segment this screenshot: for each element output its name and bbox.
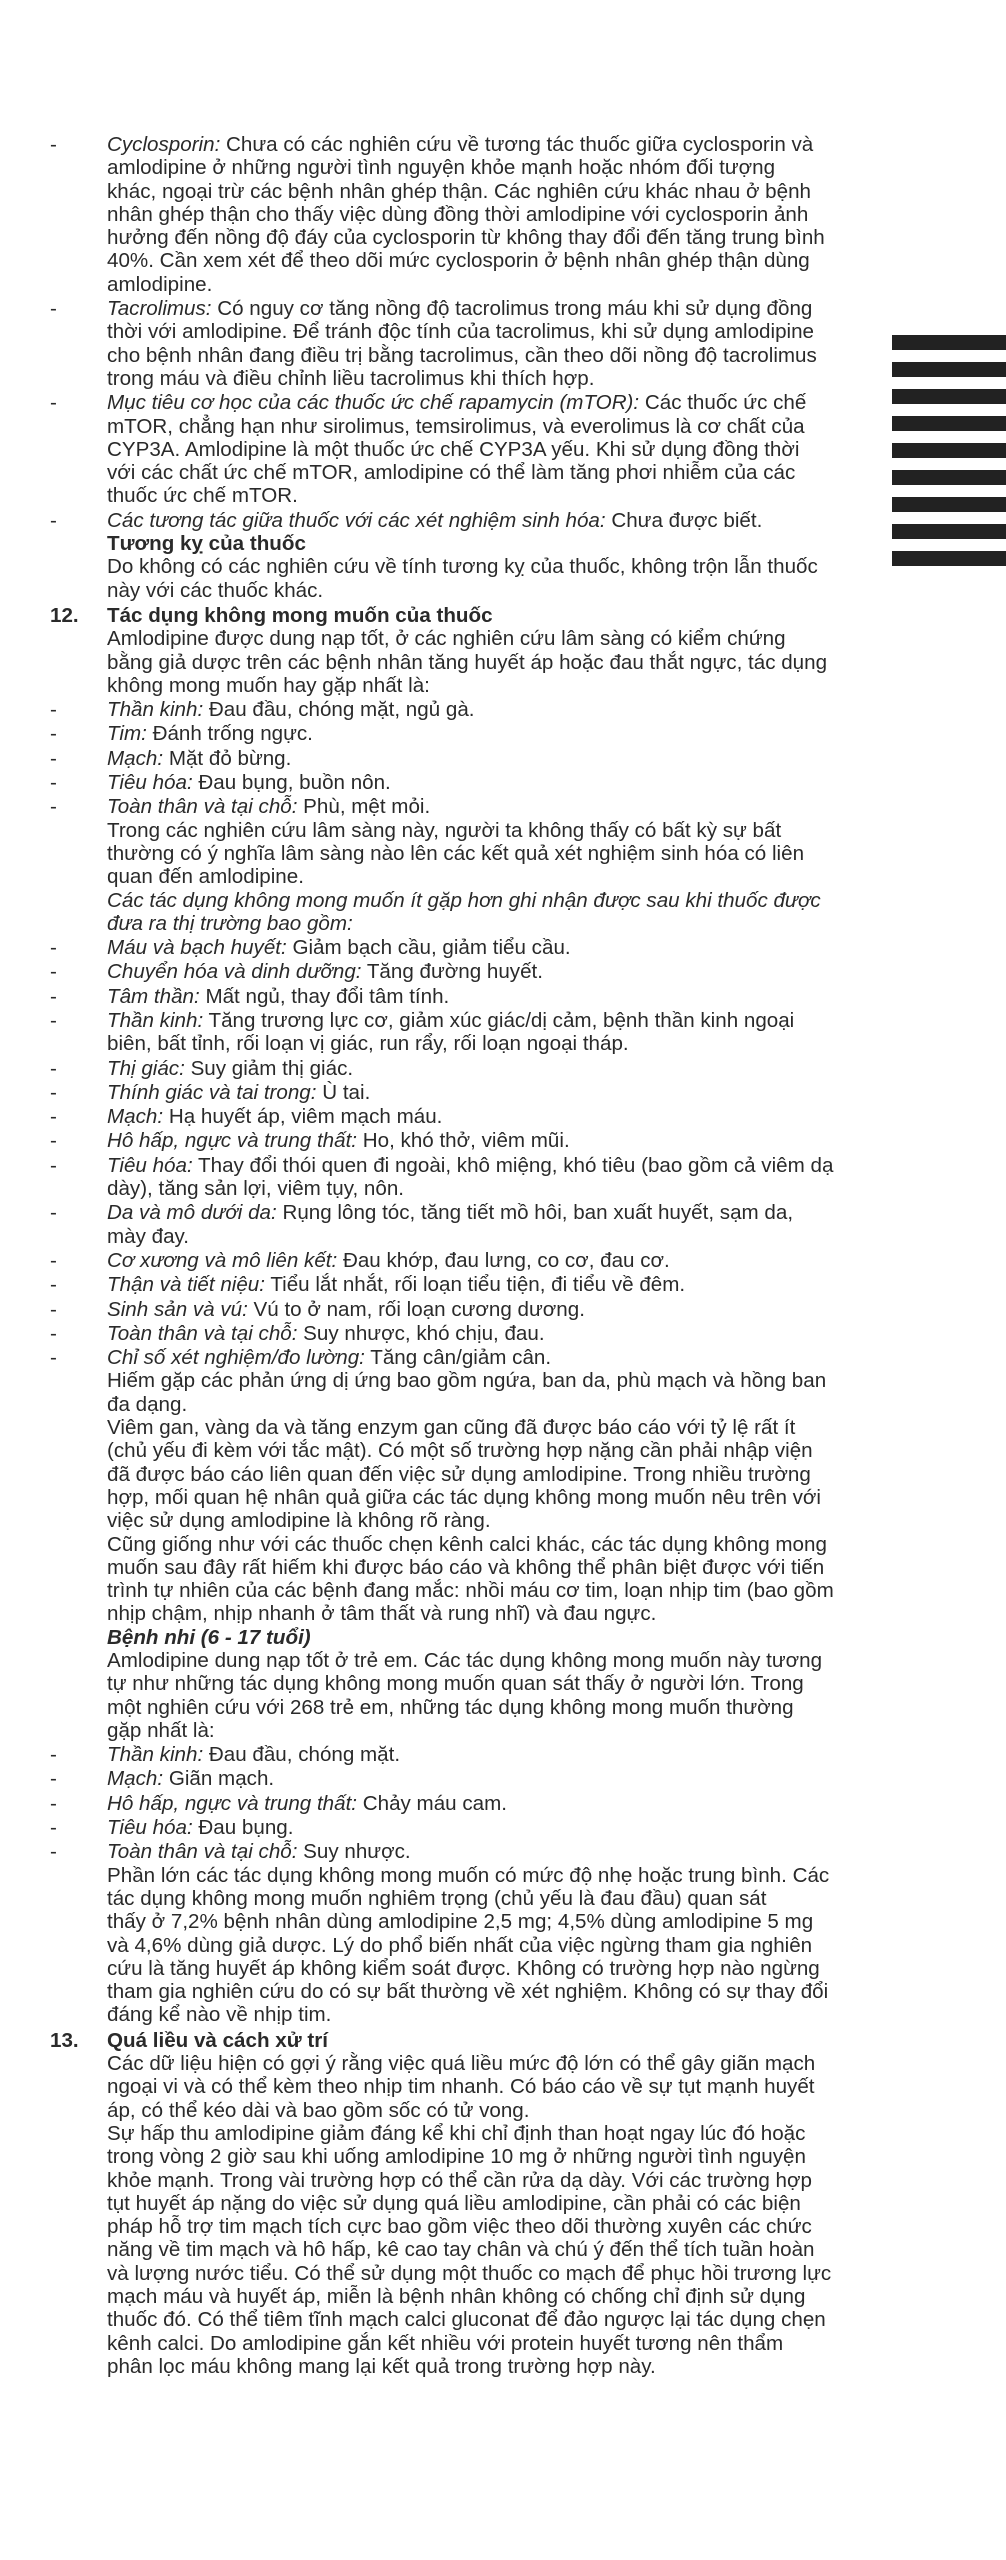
text-span: cho bệnh nhân đang điều trị bằng tacrolimus, cần theo dõi nồng độ tacrolimus (107, 343, 817, 367)
italic-label: Tacrolimus: (107, 297, 212, 321)
list-item-line (0, 1081, 900, 1104)
text-span: nhân ghép thận cho thấy việc dùng đồng thời amlodipine với cyclosporin ảnh (107, 202, 809, 226)
text-span: amlodipine. (107, 272, 213, 296)
bold-text: Tương kỵ của thuốc (107, 532, 306, 556)
list-item-line (0, 133, 900, 156)
list-item-line (0, 297, 900, 320)
text-span: trình tự nhiên của các bệnh đang mắc: nhồi máu cơ tim, loạn nhịp tim (bao gồm (107, 1579, 834, 1603)
text-span: Mặt đỏ bừng. (163, 746, 292, 770)
list-item-line (0, 985, 900, 1008)
text-line (0, 865, 900, 888)
list-item-line (0, 1743, 900, 1766)
text-line (0, 1649, 900, 1672)
text-line (0, 1225, 900, 1248)
list-item-line (0, 1767, 900, 1790)
text-span: Ù tai. (316, 1080, 371, 1104)
text-span: kênh calci. Do amlodipine gắn kết nhiều với protein huyết tương nên thẩm (107, 2331, 784, 2355)
text-line (0, 2355, 900, 2378)
text-span: mạch máu và huyết áp, miễn là bệnh nhân không có chống chỉ định sử dụng (107, 2285, 806, 2309)
italic-label: Cơ xương và mô liên kết: (107, 1248, 338, 1272)
edge-bar (892, 416, 1006, 431)
italic-label: Các tác dụng không mong muốn ít gặp hơn ghi nhận được sau khi thuốc được (107, 888, 821, 912)
text-span: Chưa được biết. (605, 508, 763, 532)
section-number: 12. (50, 603, 79, 627)
list-dash: - (50, 1346, 57, 1370)
text-line (0, 819, 900, 842)
text-span: khác, ngoại trừ các bệnh nhân ghép thận. Các nghiên cứu khác nhau ở bệnh (107, 179, 811, 203)
text-span: amlodipine ở những người tình nguyện khỏe mạnh hoặc nhóm đối tượng (107, 156, 776, 180)
text-span: thuốc ức chế mTOR. (107, 484, 298, 508)
list-dash: - (50, 936, 57, 960)
text-span: Amlodipine được dung nạp tốt, ở các nghiên cứu lâm sàng có kiểm chứng (107, 627, 786, 651)
list-dash: - (50, 133, 57, 156)
italic-label: Chỉ số xét nghiệm/đo lường: (107, 1346, 365, 1370)
text-span: dày), tăng sản lợi, viêm tụy, nôn. (107, 1177, 405, 1201)
text-line (0, 2075, 900, 2098)
list-dash: - (50, 1840, 57, 1864)
text-span: và 4,6% dùng giả dược. Lý do phổ biến nhất của việc ngừng tham gia nghiên (107, 1933, 813, 1957)
list-item-line (0, 1346, 900, 1369)
italic-label: Sinh sản và vú: (107, 1297, 248, 1321)
text-line (0, 842, 900, 865)
text-line (0, 2332, 900, 2355)
text-line (0, 344, 900, 367)
text-span: biên, bất tỉnh, rối loạn vị giác, run rẩy, rối loạn ngoại tháp. (107, 1032, 629, 1056)
text-line (0, 2262, 900, 2285)
text-span: đa dạng. (107, 1392, 188, 1416)
text-line (0, 438, 900, 461)
text-span: Giảm bạch cầu, giảm tiểu cầu. (286, 936, 571, 960)
list-item-line (0, 1298, 900, 1321)
text-span: hưởng đến nồng độ đáy của cyclosporin từ không thay đổi đến tăng trung bình (107, 226, 825, 250)
text-span: hợp, mối quan hệ nhân quả giữa các tác dụng không mong muốn nêu trên với (107, 1485, 821, 1509)
text-span: Chảy máu cam. (357, 1791, 507, 1815)
text-line (0, 1509, 900, 1532)
list-dash: - (50, 1248, 57, 1272)
text-span: pháp hỗ trợ tim mạch tích cực bao gồm việc theo dõi thường xuyên các chức (107, 2215, 812, 2239)
list-item-line (0, 1322, 900, 1345)
text-span: Suy giảm thị giác. (184, 1056, 354, 1080)
text-span: Do không có các nghiên cứu về tính tương kỵ của thuốc, không trộn lẫn thuốc (107, 555, 818, 579)
text-span: Tiểu lắt nhắt, rối loạn tiểu tiện, đi tiểu về đêm. (264, 1273, 686, 1297)
list-item-line (0, 698, 900, 721)
list-item-line (0, 795, 900, 818)
text-line (0, 912, 900, 935)
text-span: thuốc đó. Có thể tiêm tĩnh mạch calci gluconat để đảo ngược lại tác dụng chẹn (107, 2308, 826, 2332)
text-span: Tăng cân/giảm cân. (364, 1346, 552, 1370)
list-dash: - (50, 771, 57, 795)
text-span: 40%. Cần xem xét để theo dõi mức cyclosporin ở bệnh nhân ghép thận dùng (107, 249, 810, 273)
text-line (0, 2308, 900, 2331)
list-item-line (0, 771, 900, 794)
list-dash: - (50, 1791, 57, 1815)
text-line (0, 2238, 900, 2261)
text-line (0, 156, 900, 179)
text-span: việc sử dụng amlodipine là không rõ ràng. (107, 1509, 491, 1533)
text-span: tự như những tác dụng không mong muốn quan sát thấy ở người lớn. Trong (107, 1672, 804, 1696)
italic-label: Máu và bạch huyết: (107, 936, 287, 960)
text-span: Các dữ liệu hiện có gợi ý rằng việc quá liều mức độ lớn có thể gây giãn mạch (107, 2052, 816, 2076)
list-dash: - (50, 508, 57, 532)
list-item-line (0, 1105, 900, 1128)
text-span: Có nguy cơ tăng nồng độ tacrolimus trong máu khi sử dụng đồng (211, 297, 813, 321)
text-line (0, 627, 900, 650)
text-line (0, 1369, 900, 1392)
list-dash: - (50, 722, 57, 746)
text-span: một nghiên cứu với 268 trẻ em, những tác dụng không mong muốn thường (107, 1695, 794, 1719)
list-item-line (0, 1201, 900, 1224)
bold-text: Bệnh nhi (6 - 17 tuổi) (107, 1625, 311, 1649)
italic-label: Thần kinh: (107, 698, 204, 722)
list-dash: - (50, 1080, 57, 1104)
list-dash: - (50, 1129, 57, 1153)
list-dash: - (50, 1321, 57, 1345)
text-line (0, 2003, 900, 2026)
text-line (0, 180, 900, 203)
text-span: nhịp chậm, nhịp nhanh ở tâm thất và rung nhĩ) và đau ngực. (107, 1602, 657, 1626)
edge-bar (892, 524, 1006, 539)
italic-label: Hô hấp, ngực và trung thất: (107, 1791, 358, 1815)
text-line (0, 249, 900, 272)
text-span: Phù, mệt mỏi. (297, 795, 431, 819)
text-span: Đau bụng, buồn nôn. (192, 771, 391, 795)
text-span: muốn sau đây rất hiếm khi được báo cáo và không thể phân biệt được với tiến (107, 1555, 825, 1579)
italic-label: Mạch: (107, 1105, 164, 1129)
text-span: ngoại vi và có thể kèm theo nhịp tim nhanh. Có báo cáo về sự tụt mạnh huyết (107, 2075, 815, 2099)
text-span: Rụng lông tóc, tăng tiết mồ hôi, ban xuất huyết, sạm da, (276, 1201, 794, 1225)
italic-label: Da và mô dưới da: (107, 1201, 277, 1225)
italic-label: Toàn thân và tại chỗ: (107, 1840, 298, 1864)
edge-bar (892, 443, 1006, 458)
text-span: năng về tim mạch và hô hấp, kê cao tay chân và chú ý đến thể tích tuần hoàn (107, 2238, 815, 2262)
text-line (0, 1980, 900, 2003)
italic-label: Các tương tác giữa thuốc với các xét nghiệm sinh hóa: (107, 508, 606, 532)
italic-label: Thận và tiết niệu: (107, 1273, 265, 1297)
text-line (0, 1934, 900, 1957)
text-span: mTOR, chẳng hạn như sirolimus, temsirolimus, và everolimus là cơ chất của (107, 414, 805, 438)
list-dash: - (50, 297, 57, 321)
list-item-line (0, 509, 900, 532)
document-body (0, 132, 900, 2378)
text-line (0, 1887, 900, 1910)
italic-label: Thị giác: (107, 1056, 185, 1080)
text-span: Các thuốc ức chế (639, 391, 807, 415)
text-span: Suy nhược, khó chịu, đau. (297, 1321, 545, 1345)
text-span: tác dụng không mong muốn nghiêm trọng (chủ yếu là đau đầu) quan sát (107, 1886, 767, 1910)
text-span: phân lọc máu không mang lại kết quả trong trường hợp này. (107, 2354, 656, 2378)
text-line (0, 2052, 900, 2075)
list-dash: - (50, 1153, 57, 1177)
text-line (0, 1696, 900, 1719)
list-dash: - (50, 1273, 57, 1297)
text-span: và lượng nước tiểu. Có thể sử dụng một thuốc co mạch để phục hồi trương lực (107, 2261, 832, 2285)
text-line (0, 461, 900, 484)
text-line (0, 651, 900, 674)
list-dash: - (50, 391, 57, 415)
text-line (0, 2215, 900, 2238)
text-span: Hiếm gặp các phản ứng dị ứng bao gồm ngứa, ban da, phù mạch và hồng ban (107, 1369, 827, 1393)
text-span: Hạ huyết áp, viêm mạch máu. (163, 1105, 443, 1129)
text-span: CYP3A. Amlodipine là một thuốc ức chế CYP3A yếu. Khi sử dụng đồng thời (107, 437, 800, 461)
text-line (0, 203, 900, 226)
text-line (0, 1416, 900, 1439)
text-span: gặp nhất là: (107, 1718, 215, 1742)
italic-label: Tim: (107, 722, 147, 746)
list-item-line (0, 747, 900, 770)
list-item-line (0, 960, 900, 983)
text-span: quan đến amlodipine. (107, 865, 304, 889)
text-span: Chưa có các nghiên cứu về tương tác thuốc giữa cyclosporin và (220, 133, 814, 156)
text-span: Suy nhược. (297, 1840, 411, 1864)
text-line (0, 226, 900, 249)
text-span: cứu là tăng huyết áp không kiểm soát được. Không có trường hợp nào ngừng (107, 1956, 820, 1980)
text-line (0, 1579, 900, 1602)
text-span: mày đay. (107, 1224, 190, 1248)
text-line (0, 1486, 900, 1509)
text-span: đáng kể nào về nhịp tim. (107, 2003, 332, 2027)
edge-bar (892, 362, 1006, 377)
text-line (0, 1864, 900, 1887)
text-span: tụt huyết áp nặng do việc sử dụng quá liều amlodipine, cần phải có các biện (107, 2191, 801, 2215)
text-line (0, 555, 900, 578)
text-span: (chủ yếu đi kèm với tắc mật). Có một số trường hợp nặng cần phải nhập viện (107, 1439, 813, 1463)
text-span: áp, có thể kéo dài và bao gồm sốc có tử vong. (107, 2098, 530, 2122)
text-span: Giãn mạch. (163, 1767, 275, 1791)
text-span: Cũng giống như với các thuốc chẹn kênh calci khác, các tác dụng không mong (107, 1532, 827, 1556)
edge-bar (892, 470, 1006, 485)
list-dash: - (50, 1297, 57, 1321)
list-dash: - (50, 746, 57, 770)
italic-label: Tiêu hóa: (107, 1153, 193, 1177)
text-span: tham gia nghiên cứu do có sự bất thường về xét nghiệm. Không có sự thay đổi (107, 1980, 829, 2004)
text-span: với các chất ức chế mTOR, amlodipine có thể làm tăng phơi nhiễm của các (107, 461, 796, 485)
text-span: khỏe mạnh. Trong vài trường hợp có thể cần rửa dạ dày. Với các trường hợp (107, 2168, 812, 2192)
text-line (0, 2145, 900, 2168)
list-dash: - (50, 1105, 57, 1129)
list-item-line (0, 722, 900, 745)
italic-label: Mục tiêu cơ học của các thuốc ức chế rapamycin (mTOR): (107, 391, 640, 415)
text-span: Đánh trống ngực. (146, 722, 313, 746)
text-line (0, 320, 900, 343)
list-item-line (0, 1249, 900, 1272)
section-heading-line (0, 604, 900, 627)
text-span: không mong muốn hay gặp nhất là: (107, 673, 430, 697)
text-line (0, 1393, 900, 1416)
section-number: 13. (50, 2028, 79, 2052)
list-item-line (0, 1057, 900, 1080)
text-span: Mất ngủ, thay đổi tâm tính. (199, 984, 450, 1008)
text-span: bằng giả dược trên các bệnh nhân tăng huyết áp hoặc đau thắt ngực, tác dụng (107, 650, 828, 674)
list-item-line (0, 1129, 900, 1152)
list-item-line (0, 1154, 900, 1177)
text-span: Trong các nghiên cứu lâm sàng này, người ta không thấy có bất kỳ sự bất (107, 818, 782, 842)
text-span: thường có ý nghĩa lâm sàng nào lên các kết quả xét nghiệm sinh hóa có liên (107, 841, 805, 865)
list-item-line (0, 936, 900, 959)
text-line (0, 1463, 900, 1486)
text-line (0, 1626, 900, 1649)
italic-label: Toàn thân và tại chỗ: (107, 795, 298, 819)
text-line (0, 273, 900, 296)
text-span: Phần lớn các tác dụng không mong muốn có mức độ nhẹ hoặc trung bình. Các (107, 1863, 830, 1887)
text-span: Viêm gan, vàng da và tăng enzym gan cũng đã được báo cáo với tỷ lệ rất ít (107, 1416, 796, 1440)
list-dash: - (50, 795, 57, 819)
italic-label: Tâm thần: (107, 984, 200, 1008)
list-dash: - (50, 698, 57, 722)
list-dash: - (50, 1767, 57, 1791)
list-dash: - (50, 984, 57, 1008)
text-line (0, 1533, 900, 1556)
italic-label: Thần kinh: (107, 1743, 204, 1767)
text-span: trong vòng 2 giờ sau khi uống amlodipine 10 mg ở những người tình nguyện (107, 2145, 806, 2169)
edge-bar (892, 389, 1006, 404)
italic-label: Mạch: (107, 746, 164, 770)
list-item-line (0, 1009, 900, 1032)
text-span: thời với amlodipine. Để tránh độc tính của tacrolimus, khi sử dụng amlodipine (107, 320, 815, 344)
bold-text: Tác dụng không mong muốn của thuốc (107, 603, 493, 627)
bold-text: Quá liều và cách xử trí (107, 2028, 328, 2052)
list-item-line (0, 1273, 900, 1296)
edge-bar (892, 551, 1006, 566)
text-line (0, 1556, 900, 1579)
text-span: thấy ở 7,2% bệnh nhân dùng amlodipine 2,5 mg; 4,5% dùng amlodipine 5 mg (107, 1910, 814, 1934)
italic-label: Hô hấp, ngực và trung thất: (107, 1129, 358, 1153)
list-dash: - (50, 1056, 57, 1080)
text-span: trong máu và điều chỉnh liều tacrolimus khi thích hợp. (107, 366, 595, 390)
text-line (0, 1957, 900, 1980)
italic-label: Thần kinh: (107, 1008, 204, 1032)
text-line (0, 889, 900, 912)
text-span: Sự hấp thu amlodipine giảm đáng kể khi chỉ định than hoạt ngay lúc đó hoặc (107, 2121, 806, 2145)
text-span: Vú to ở nam, rối loạn cương dương. (247, 1297, 585, 1321)
italic-label: Chuyển hóa và dinh dưỡng: (107, 960, 362, 984)
list-dash: - (50, 1008, 57, 1032)
text-line (0, 1032, 900, 1055)
text-span: này với các thuốc khác. (107, 578, 324, 602)
italic-label: Mạch: (107, 1767, 164, 1791)
list-dash: - (50, 1201, 57, 1225)
text-line (0, 1602, 900, 1625)
text-line (0, 2285, 900, 2308)
text-line (0, 2122, 900, 2145)
list-item-line (0, 1840, 900, 1863)
text-span: Đau đầu, chóng mặt. (203, 1743, 401, 1767)
text-line (0, 2169, 900, 2192)
list-item-line (0, 1792, 900, 1815)
text-line (0, 532, 900, 555)
text-span: Tăng đường huyết. (361, 960, 543, 984)
text-span: Tăng trương lực cơ, giảm xúc giác/dị cảm, bệnh thần kinh ngoại (203, 1008, 795, 1032)
text-span: Đau khớp, đau lưng, co cơ, đau cơ. (337, 1248, 670, 1272)
section-heading-line (0, 2029, 900, 2052)
text-line (0, 2099, 900, 2122)
edge-bar (892, 335, 1006, 350)
text-line (0, 1719, 900, 1742)
text-line (0, 484, 900, 507)
italic-label: đưa ra thị trường bao gồm: (107, 911, 353, 935)
text-span: Đau bụng. (192, 1816, 294, 1840)
edge-marker-bars (892, 335, 1006, 578)
edge-bar (892, 497, 1006, 512)
text-line (0, 415, 900, 438)
list-dash: - (50, 960, 57, 984)
list-item-line (0, 1816, 900, 1839)
text-line (0, 367, 900, 390)
italic-label: Thính giác và tai trong: (107, 1080, 317, 1104)
italic-label: Cyclosporin: (107, 133, 221, 156)
list-item-line (0, 391, 900, 414)
text-span: Ho, khó thở, viêm mũi. (357, 1129, 570, 1153)
text-line (0, 1439, 900, 1462)
text-span: Đau đầu, chóng mặt, ngủ gà. (203, 698, 475, 722)
list-dash: - (50, 1743, 57, 1767)
italic-label: Tiêu hóa: (107, 771, 193, 795)
italic-label: Toàn thân và tại chỗ: (107, 1321, 298, 1345)
text-line (0, 579, 900, 602)
text-line (0, 2192, 900, 2215)
italic-label: Tiêu hóa: (107, 1816, 193, 1840)
text-line (0, 1177, 900, 1200)
text-line (0, 1672, 900, 1695)
text-span: Amlodipine dung nạp tốt ở trẻ em. Các tác dụng không mong muốn này tương (107, 1649, 823, 1672)
text-span: đã được báo cáo liên quan đến việc sử dụng amlodipine. Trong nhiều trường (107, 1462, 811, 1486)
text-span: Thay đổi thói quen đi ngoài, khô miệng, khó tiêu (bao gồm cả viêm dạ (192, 1153, 834, 1177)
text-line (0, 1910, 900, 1933)
text-line (0, 674, 900, 697)
list-dash: - (50, 1816, 57, 1840)
